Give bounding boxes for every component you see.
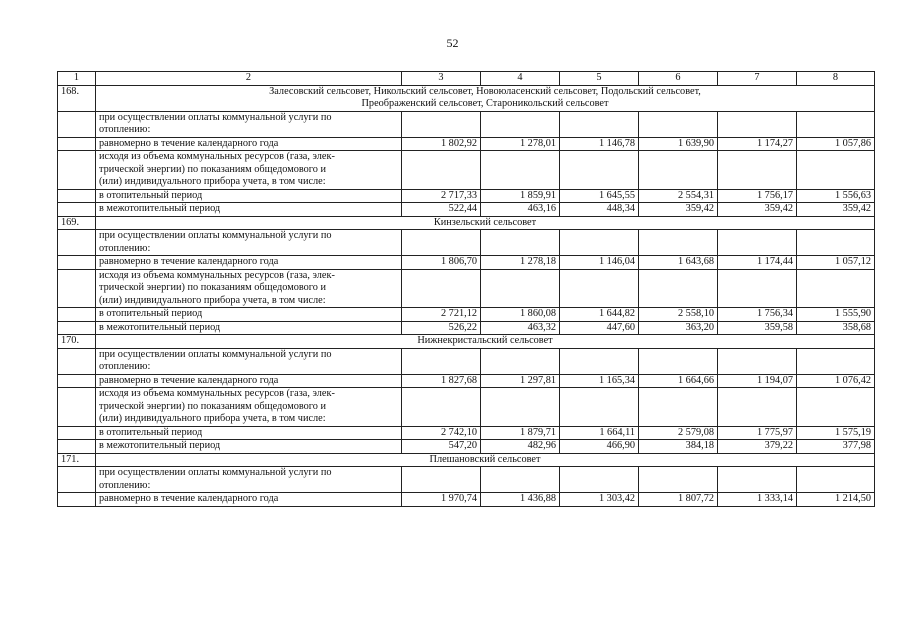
value-cell: 2 554,31 bbox=[639, 189, 718, 203]
section-title-line: Нижнекристальский сельсовет bbox=[417, 335, 553, 346]
value-cell bbox=[639, 348, 718, 374]
value-cell: 1 645,55 bbox=[560, 189, 639, 203]
value-cell bbox=[560, 230, 639, 256]
section-title-line: Плешановский сельсовет bbox=[429, 453, 541, 465]
number-cell bbox=[58, 256, 96, 270]
value-cell: 1 643,68 bbox=[639, 256, 718, 270]
value-cell: 482,96 bbox=[481, 440, 560, 454]
row-label-line: равномерно в течение календарного года bbox=[99, 137, 279, 149]
column-number: 8 bbox=[797, 72, 875, 86]
number-cell bbox=[58, 374, 96, 388]
row-label bbox=[96, 493, 402, 507]
value-cell bbox=[718, 151, 797, 190]
section-title-line: Залесовский сельсовет, Никольский сельсовет, Новоюласенский сельсовет, Подольский сельсовет, bbox=[269, 85, 701, 97]
row-label-line: в межотопительный период bbox=[99, 321, 221, 333]
number-cell bbox=[58, 230, 96, 256]
value-cell: 1 802,92 bbox=[402, 137, 481, 151]
value-cell bbox=[402, 348, 481, 374]
row-label bbox=[96, 388, 402, 427]
value-cell bbox=[560, 111, 639, 137]
column-number: 5 bbox=[560, 72, 639, 86]
number-cell bbox=[58, 426, 96, 440]
row-label bbox=[96, 440, 402, 454]
table-row bbox=[58, 308, 875, 322]
value-cell: 1 057,86 bbox=[797, 137, 875, 151]
column-number: 6 bbox=[639, 72, 718, 86]
row-label-line: отоплению: bbox=[99, 242, 151, 254]
table-row bbox=[58, 269, 875, 308]
value-cell: 1 555,90 bbox=[797, 308, 875, 322]
value-cell bbox=[797, 269, 875, 308]
table-row bbox=[58, 493, 875, 507]
number-cell bbox=[58, 203, 96, 217]
value-cell bbox=[797, 151, 875, 190]
value-cell: 1 146,78 bbox=[560, 137, 639, 151]
number-cell bbox=[58, 348, 96, 374]
section-header-row bbox=[58, 335, 875, 349]
row-label-line: (или) индивидуального прибора учета, в том числе: bbox=[99, 294, 326, 306]
column-number: 1 bbox=[58, 72, 96, 86]
table-row bbox=[58, 388, 875, 427]
table-row bbox=[58, 440, 875, 454]
value-cell: 1 859,91 bbox=[481, 189, 560, 203]
value-cell: 1 278,18 bbox=[481, 256, 560, 270]
column-number: 7 bbox=[718, 72, 797, 86]
value-cell: 2 579,08 bbox=[639, 426, 718, 440]
value-cell: 526,22 bbox=[402, 321, 481, 335]
row-label-line: при осуществлении оплаты коммунальной услуги по bbox=[99, 467, 332, 478]
row-label bbox=[96, 137, 402, 151]
value-cell: 359,42 bbox=[797, 203, 875, 217]
value-cell bbox=[718, 230, 797, 256]
row-label-line: трической энергии) по показаниям общедомового и bbox=[99, 163, 327, 175]
number-cell bbox=[58, 151, 96, 190]
value-cell: 466,90 bbox=[560, 440, 639, 454]
table-row bbox=[58, 467, 875, 493]
value-cell: 1 879,71 bbox=[481, 426, 560, 440]
value-cell: 1 827,68 bbox=[402, 374, 481, 388]
value-cell: 448,34 bbox=[560, 203, 639, 217]
value-cell: 1 057,12 bbox=[797, 256, 875, 270]
value-cell: 1 664,11 bbox=[560, 426, 639, 440]
value-cell bbox=[560, 151, 639, 190]
table-row bbox=[58, 151, 875, 190]
row-label bbox=[96, 321, 402, 335]
value-cell: 463,16 bbox=[481, 203, 560, 217]
row-label-line: исходя из объема коммунальных ресурсов (газа, элек- bbox=[99, 388, 335, 399]
value-cell bbox=[797, 467, 875, 493]
row-label-line: отоплению: bbox=[99, 479, 151, 491]
value-cell: 1 756,17 bbox=[718, 189, 797, 203]
value-cell bbox=[560, 348, 639, 374]
value-cell: 1 076,42 bbox=[797, 374, 875, 388]
value-cell: 379,22 bbox=[718, 440, 797, 454]
number-cell bbox=[58, 388, 96, 427]
row-label bbox=[96, 256, 402, 270]
number-cell bbox=[58, 467, 96, 493]
value-cell: 1 174,44 bbox=[718, 256, 797, 270]
row-label-line: исходя из объема коммунальных ресурсов (газа, элек- bbox=[99, 269, 335, 281]
row-label bbox=[96, 348, 402, 374]
row-label-line: равномерно в течение календарного года bbox=[99, 493, 279, 504]
value-cell: 1 194,07 bbox=[718, 374, 797, 388]
value-cell: 547,20 bbox=[402, 440, 481, 454]
value-cell bbox=[718, 467, 797, 493]
row-label bbox=[96, 230, 402, 256]
value-cell: 447,60 bbox=[560, 321, 639, 335]
value-cell bbox=[797, 388, 875, 427]
value-cell bbox=[797, 348, 875, 374]
value-cell: 2 558,10 bbox=[639, 308, 718, 322]
row-label bbox=[96, 151, 402, 190]
value-cell: 359,42 bbox=[718, 203, 797, 217]
table-body bbox=[58, 72, 875, 507]
number-cell bbox=[58, 189, 96, 203]
number-cell bbox=[58, 137, 96, 151]
value-cell: 1 165,34 bbox=[560, 374, 639, 388]
column-number: 2 bbox=[96, 72, 402, 86]
value-cell bbox=[481, 230, 560, 256]
value-cell bbox=[402, 467, 481, 493]
value-cell bbox=[639, 151, 718, 190]
value-cell: 1 775,97 bbox=[718, 426, 797, 440]
row-label-line: отоплению: bbox=[99, 124, 151, 135]
value-cell bbox=[481, 348, 560, 374]
row-label-line: при осуществлении оплаты коммунальной услуги по bbox=[99, 111, 332, 123]
value-cell: 1 806,70 bbox=[402, 256, 481, 270]
page-number: 52 bbox=[446, 36, 459, 50]
row-label-line: трической энергии) по показаниям общедомового и bbox=[99, 282, 327, 293]
value-cell bbox=[402, 111, 481, 137]
row-label bbox=[96, 269, 402, 308]
value-cell: 1 756,34 bbox=[718, 308, 797, 322]
value-cell: 1 214,50 bbox=[797, 493, 875, 507]
row-label-line: при осуществлении оплаты коммунальной услуги по bbox=[99, 230, 332, 241]
value-cell bbox=[481, 151, 560, 190]
value-cell: 1 174,27 bbox=[718, 137, 797, 151]
section-header-row bbox=[58, 453, 875, 467]
section-header-row bbox=[58, 85, 875, 111]
section-title-line: Преображенский сельсовет, Староникольский сельсовет bbox=[361, 98, 609, 109]
section-number: 168. bbox=[58, 85, 96, 111]
row-label bbox=[96, 374, 402, 388]
table-row bbox=[58, 348, 875, 374]
value-cell: 463,32 bbox=[481, 321, 560, 335]
row-label-line: при осуществлении оплаты коммунальной услуги по bbox=[99, 348, 332, 360]
row-label bbox=[96, 111, 402, 137]
value-cell: 1 556,63 bbox=[797, 189, 875, 203]
value-cell: 2 717,33 bbox=[402, 189, 481, 203]
value-cell bbox=[560, 467, 639, 493]
value-cell bbox=[402, 269, 481, 308]
table-row bbox=[58, 230, 875, 256]
value-cell bbox=[718, 348, 797, 374]
value-cell: 1 278,01 bbox=[481, 137, 560, 151]
column-number-row bbox=[58, 72, 875, 86]
row-label-line: отоплению: bbox=[99, 361, 151, 372]
number-cell bbox=[58, 308, 96, 322]
section-number: 170. bbox=[58, 335, 96, 349]
value-cell bbox=[481, 111, 560, 137]
table-row bbox=[58, 426, 875, 440]
value-cell: 1 436,88 bbox=[481, 493, 560, 507]
value-cell: 1 575,19 bbox=[797, 426, 875, 440]
value-cell: 1 860,08 bbox=[481, 308, 560, 322]
value-cell bbox=[718, 388, 797, 427]
value-cell: 384,18 bbox=[639, 440, 718, 454]
value-cell: 358,68 bbox=[797, 321, 875, 335]
value-cell bbox=[481, 467, 560, 493]
section-title-line: Кинзельский сельсовет bbox=[433, 216, 537, 228]
row-label-line: равномерно в течение календарного года bbox=[99, 256, 279, 267]
section-title bbox=[96, 216, 875, 230]
row-label-line: трической энергии) по показаниям общедомового и bbox=[99, 400, 327, 412]
row-label-line: (или) индивидуального прибора учета, в том числе: bbox=[99, 413, 326, 424]
number-cell bbox=[58, 269, 96, 308]
value-cell bbox=[560, 269, 639, 308]
value-cell: 1 297,81 bbox=[481, 374, 560, 388]
row-label-line: (или) индивидуального прибора учета, в том числе: bbox=[99, 176, 326, 187]
value-cell: 359,42 bbox=[639, 203, 718, 217]
row-label bbox=[96, 308, 402, 322]
row-label bbox=[96, 426, 402, 440]
table-row bbox=[58, 256, 875, 270]
section-number: 171. bbox=[58, 453, 96, 467]
row-label-line: в отопительный период bbox=[99, 308, 203, 319]
value-cell bbox=[481, 269, 560, 308]
value-cell: 2 721,12 bbox=[402, 308, 481, 322]
value-cell: 2 742,10 bbox=[402, 426, 481, 440]
section-title bbox=[96, 453, 875, 467]
value-cell bbox=[639, 111, 718, 137]
number-cell bbox=[58, 111, 96, 137]
value-cell bbox=[639, 388, 718, 427]
value-cell: 377,98 bbox=[797, 440, 875, 454]
number-cell bbox=[58, 493, 96, 507]
table-row bbox=[58, 111, 875, 137]
value-cell: 522,44 bbox=[402, 203, 481, 217]
value-cell bbox=[797, 230, 875, 256]
value-cell bbox=[639, 269, 718, 308]
value-cell: 1 639,90 bbox=[639, 137, 718, 151]
value-cell bbox=[797, 111, 875, 137]
row-label-line: в межотопительный период bbox=[99, 203, 221, 214]
value-cell: 1 970,74 bbox=[402, 493, 481, 507]
section-title bbox=[96, 85, 875, 111]
section-number: 169. bbox=[58, 216, 96, 230]
row-label bbox=[96, 467, 402, 493]
value-cell bbox=[718, 269, 797, 308]
row-label-line: равномерно в течение календарного года bbox=[99, 374, 279, 386]
value-cell: 1 303,42 bbox=[560, 493, 639, 507]
section-title bbox=[96, 335, 875, 349]
column-number: 4 bbox=[481, 72, 560, 86]
table-row bbox=[58, 374, 875, 388]
tariff-table bbox=[57, 71, 875, 507]
table-row bbox=[58, 189, 875, 203]
value-cell: 359,58 bbox=[718, 321, 797, 335]
value-cell bbox=[560, 388, 639, 427]
value-cell: 1 333,14 bbox=[718, 493, 797, 507]
number-cell bbox=[58, 440, 96, 454]
value-cell bbox=[402, 388, 481, 427]
value-cell: 363,20 bbox=[639, 321, 718, 335]
value-cell bbox=[402, 151, 481, 190]
value-cell bbox=[639, 467, 718, 493]
value-cell bbox=[639, 230, 718, 256]
value-cell: 1 807,72 bbox=[639, 493, 718, 507]
row-label-line: в отопительный период bbox=[99, 426, 203, 438]
value-cell: 1 664,66 bbox=[639, 374, 718, 388]
column-number: 3 bbox=[402, 72, 481, 86]
number-cell bbox=[58, 321, 96, 335]
table-row bbox=[58, 137, 875, 151]
section-header-row bbox=[58, 216, 875, 230]
row-label-line: исходя из объема коммунальных ресурсов (газа, элек- bbox=[99, 151, 335, 162]
value-cell bbox=[718, 111, 797, 137]
value-cell: 1 644,82 bbox=[560, 308, 639, 322]
row-label-line: в отопительный период bbox=[99, 189, 203, 201]
row-label bbox=[96, 189, 402, 203]
row-label bbox=[96, 203, 402, 217]
value-cell bbox=[481, 388, 560, 427]
table-row bbox=[58, 203, 875, 217]
row-label-line: в межотопительный период bbox=[99, 440, 221, 451]
value-cell bbox=[402, 230, 481, 256]
table-row bbox=[58, 321, 875, 335]
value-cell: 1 146,04 bbox=[560, 256, 639, 270]
